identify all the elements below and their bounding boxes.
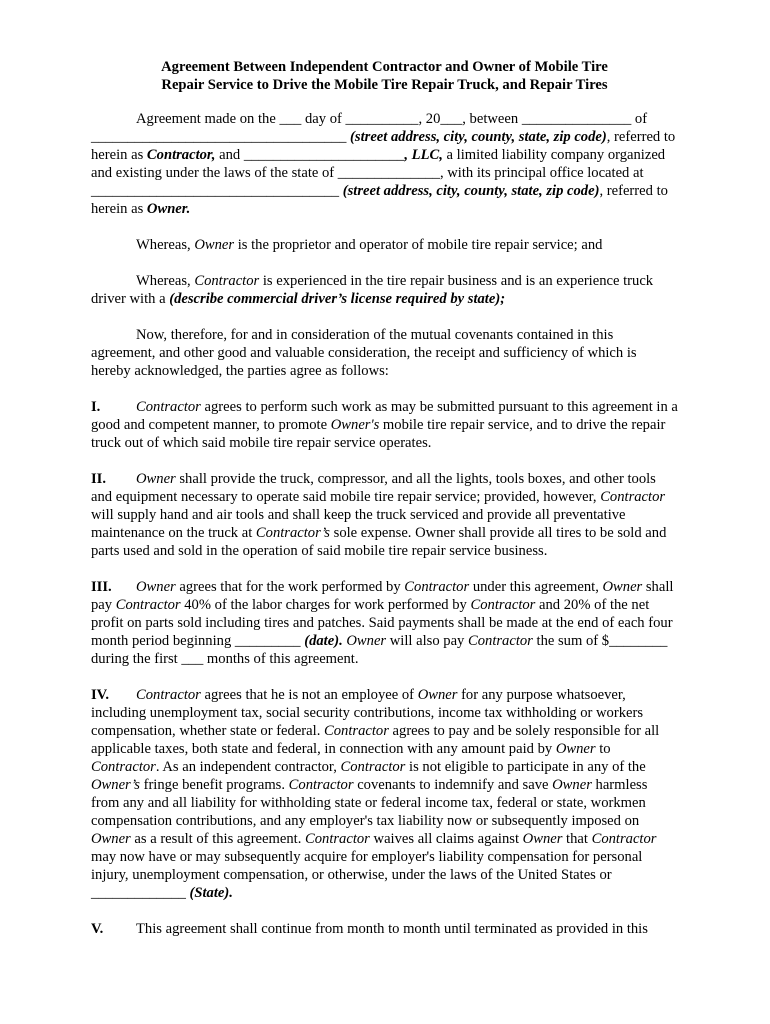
owner-term: Owner	[417, 687, 458, 703]
document-title	[91, 58, 678, 94]
section-number: II.	[91, 471, 107, 487]
section-number: V.	[91, 921, 104, 937]
contractor-term: Contractor	[600, 489, 666, 505]
contractor-term: Contractor	[340, 759, 406, 775]
section-text: for any purpose whatsoever, including unemployment tax, social security contributions, income tax withholding or workers compensation, whether state or federal.	[91, 687, 644, 739]
contractor-term: Contractor	[468, 633, 533, 649]
section-text: covenants to indemnify and save	[353, 777, 553, 793]
whereas-text: is the proprietor and operator of mobile tire repair service; and	[234, 237, 603, 253]
contractor-term: Contractor’s	[255, 525, 330, 541]
whereas-text: is experienced in the tire repair business and is an experience truck driver with a	[91, 273, 654, 307]
contractor-term: Contractor	[136, 399, 201, 415]
section-number: I.	[91, 399, 101, 415]
contractor-term: Contractor	[136, 687, 201, 703]
owner-term: Owner	[555, 741, 596, 757]
section-text: 40% of the labor charges for work performed by	[180, 597, 471, 613]
intro-text: a limited liability company organized and existing under the laws of the state of ______________, with its principal office located at __________________________________	[91, 147, 666, 199]
contractor-term: Contractor	[288, 777, 354, 793]
section-text: agrees that for the work performed by	[175, 579, 405, 595]
intro-text: ___________________________________	[91, 129, 347, 145]
section-2	[91, 470, 678, 560]
contractor-term: Contractor	[591, 831, 657, 847]
section-text: the sum of $________ during the first ___ months of this agreement.	[91, 633, 668, 667]
section-text: shall pay	[91, 579, 674, 613]
section-text: waives all claims against	[369, 831, 523, 847]
whereas-paragraph-1	[91, 236, 678, 254]
title-line-1: Agreement Between Independent Contractor and Owner of Mobile Tire	[161, 59, 608, 75]
address-placeholder: (street address, city, county, state, zip code)	[350, 129, 607, 145]
contractor-term: Contractor	[305, 831, 370, 847]
owner-term: Owner	[91, 831, 131, 847]
owner-term: Owner	[602, 579, 643, 595]
title-line-2: Repair Service to Drive the Mobile Tire Repair Truck, and Repair Tires	[161, 77, 608, 93]
owner-term: Owner.	[146, 201, 191, 217]
section-text: mobile tire repair service, and to drive the repair truck out of which said mobile tire repair service operates.	[91, 417, 666, 451]
section-text: harmless from any and all liability for withholding state or federal income tax, federal or state, workmen compensation contributions, and any employer's tax liability now or subsequently imposed on	[91, 777, 648, 829]
owner-term: Owner	[522, 831, 563, 847]
section-5	[91, 920, 678, 938]
section-text: This agreement shall continue from month to month until terminated as provided in this	[136, 921, 648, 937]
owner-term: Owner's	[330, 417, 380, 433]
section-text: will also pay	[386, 633, 468, 649]
section-text: fringe benefit programs.	[139, 777, 289, 793]
section-text: agrees that he is not an employee of	[200, 687, 418, 703]
intro-text: and ______________________	[215, 147, 405, 163]
license-placeholder: (describe commercial driver’s license required by state);	[169, 291, 506, 307]
contractor-term: Contractor	[115, 597, 181, 613]
whereas-text: Whereas,	[136, 237, 195, 253]
owner-term: Owner	[136, 471, 176, 487]
contractor-term: Contractor	[91, 759, 156, 775]
section-text: will supply hand and air tools and shall keep the truck serviced and provide all preventative maintenance on the truck at	[91, 507, 626, 541]
section-3	[91, 578, 678, 668]
intro-text: , referred to herein as	[91, 129, 676, 163]
contractor-term: Contractor	[194, 273, 260, 289]
section-text: may now have or may subsequently acquire for employer's liability compensation for personal injury, unemployment compensation, or otherwise, under the laws of the United States or _____________	[91, 849, 643, 901]
section-text: shall provide the truck, compressor, and all the lights, tools boxes, and other tools and equipment necessary to operate said mobile tire repair service; provided, however,	[91, 471, 656, 505]
now-therefore-paragraph: Now, therefore, for and in consideration of the mutual covenants contained in this agreement, and other good and valuable consideration, the receipt and sufficiency of which is hereby acknowledged, the parties agree as follows:	[91, 327, 637, 379]
owner-term: Owner	[552, 777, 592, 793]
section-text: under this agreement,	[469, 579, 603, 595]
contractor-term: Contractor	[404, 579, 470, 595]
owner-term: Owner	[346, 633, 387, 649]
section-text: sole expense. Owner shall provide all tires to be sold and parts used and sold in the operation of said mobile tire repair service business.	[91, 525, 667, 559]
section-number: IV.	[91, 687, 109, 703]
state-placeholder: (State).	[189, 885, 233, 901]
owner-term: Owner	[136, 579, 176, 595]
section-text: agrees to perform such work as may be submitted pursuant to this agreement in a good and competent manner, to promote	[91, 399, 678, 433]
intro-text: , referred to herein as	[91, 183, 668, 217]
contractor-term: Contractor,	[146, 147, 216, 163]
intro-text: Agreement made on the ___ day of __________, 20___, between _______________ of	[136, 111, 648, 127]
section-text: that	[562, 831, 592, 847]
owner-term: Owner’s	[91, 777, 140, 793]
owner-term: Owner	[194, 237, 235, 253]
llc-term: , LLC,	[404, 147, 443, 163]
date-placeholder: (date).	[304, 633, 343, 649]
section-text: to	[595, 741, 611, 757]
contractor-term: Contractor	[470, 597, 536, 613]
address-placeholder: (street address, city, county, state, zip code)	[342, 183, 600, 199]
section-text: agrees to pay and be solely responsible for all applicable taxes, both state and federal, in connection with any amount paid by	[91, 723, 660, 757]
contractor-term: Contractor	[324, 723, 389, 739]
section-text: and 20% of the net profit on parts sold including tires and patches. Said payments shall be made at the end of each four month period beginning _________	[91, 597, 673, 649]
whereas-paragraph-2	[91, 272, 678, 308]
whereas-text: Whereas,	[136, 273, 195, 289]
section-4	[91, 686, 678, 902]
section-1	[91, 398, 678, 452]
section-number: III.	[91, 579, 112, 595]
section-text: . As an independent contractor,	[155, 759, 341, 775]
section-text: is not eligible to participate in any of the	[405, 759, 646, 775]
section-text: as a result of this agreement.	[130, 831, 305, 847]
intro-paragraph	[91, 110, 678, 218]
